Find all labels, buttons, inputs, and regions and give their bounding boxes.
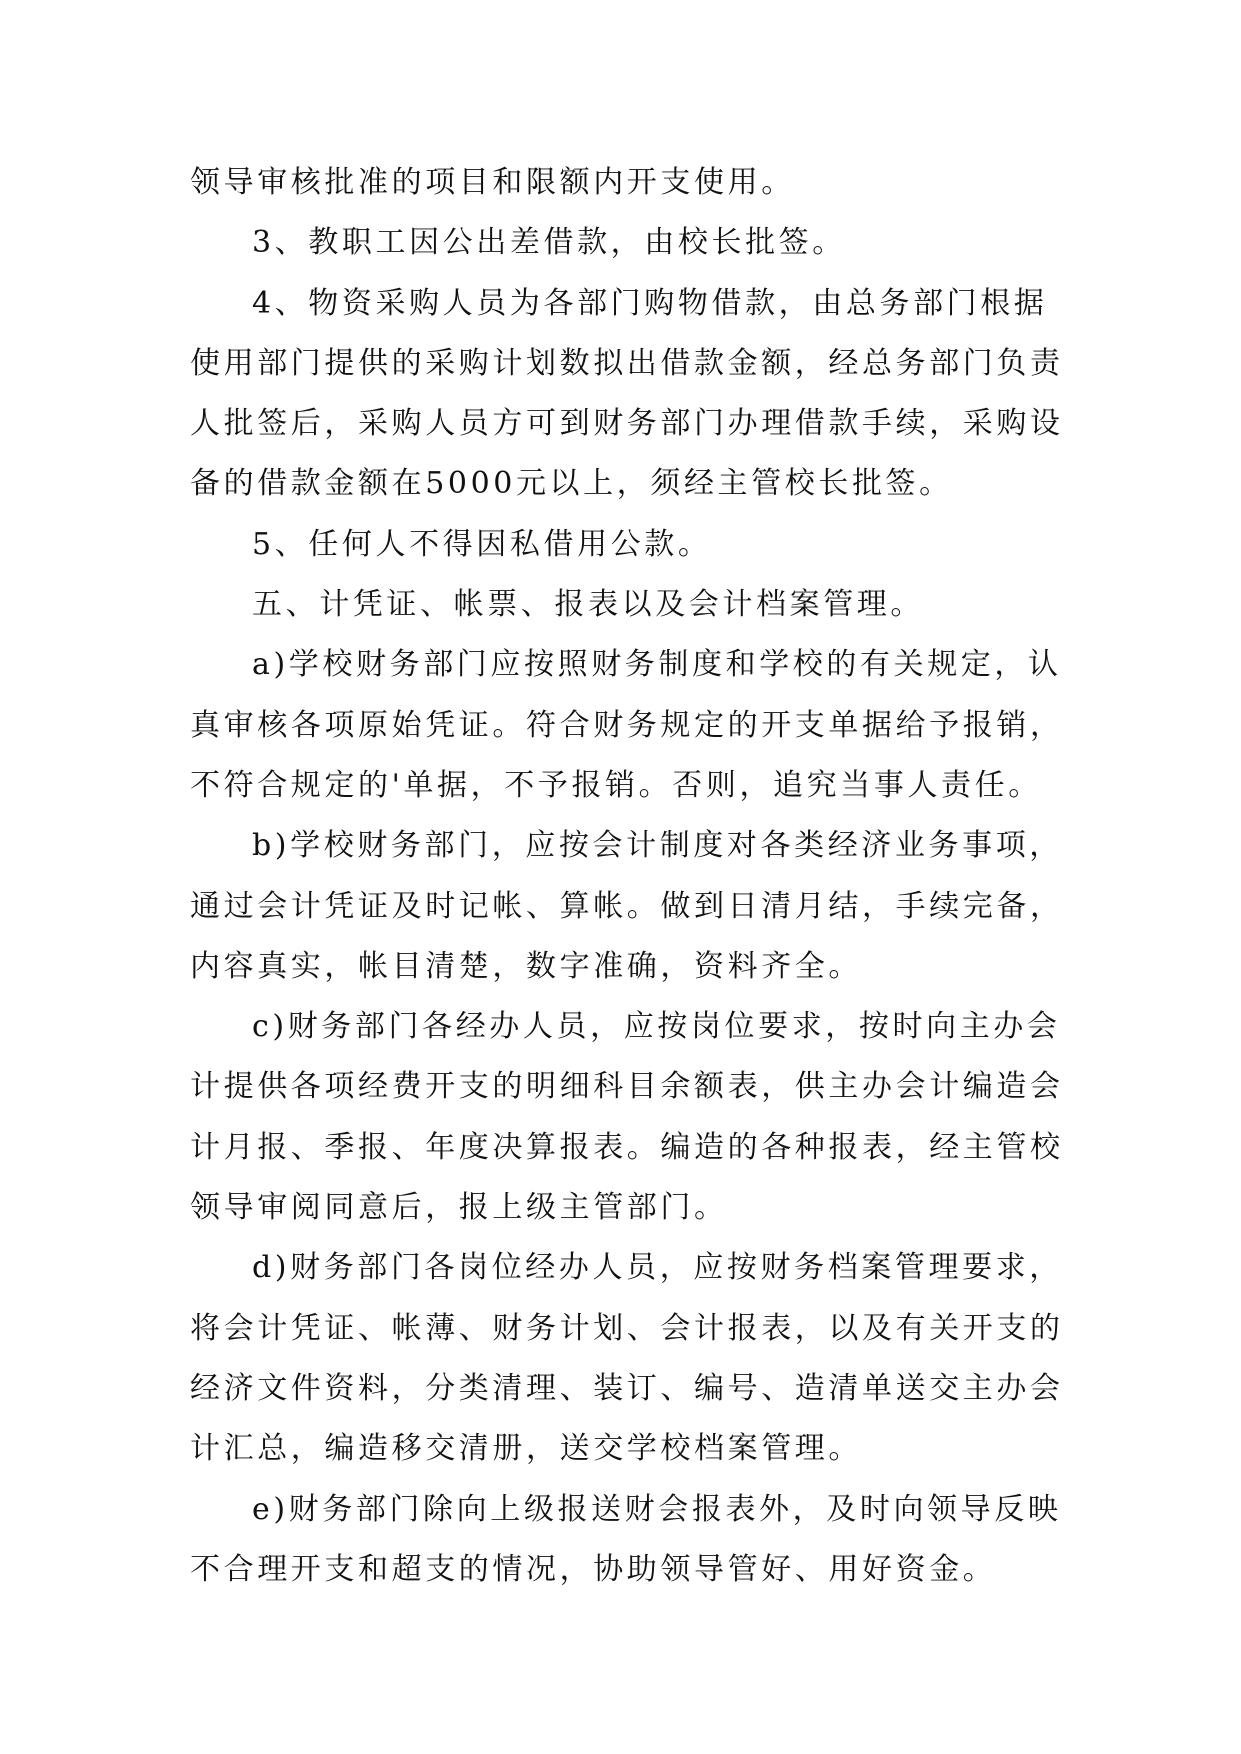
paragraph-item-c: c)财务部门各经办人员，应按岗位要求，按时向主办会计提供各项经费开支的明细科目余额表，供主办会计编造会计月报、季报、年度决算报表。编造的各种报表，经主管校领导审阅同意后，报上级主管部门。 [190,1009,1064,1226]
document-body [190,153,1070,1600]
section-heading-five: 五、计凭证、帐票、报表以及会计档案管理。 [252,587,924,623]
paragraph-item-d: d)财务部门各岗位经办人员，应按财务档案管理要求，将会计凭证、帐薄、财务计划、会计报表，以及有关开支的经济文件资料，分类清理、装订、编号、造清单送交主办会计汇总，编造移交清册，送交学校档案管理。 [190,1250,1064,1467]
paragraph-item-4: 4、物资采购人员为各部门购物借款，由总务部门根据使用部门提供的采购计划数拟出借款金额，经总务部门负责人批签后，采购人员方可到财务部门办理借款手续，采购设备的借款金额在5000元以上，须经主管校长批签。 [190,285,1064,502]
paragraph-item-3: 3、教职工因公出差借款，由校长批签。 [252,225,846,261]
paragraph-item-e: e)财务部门除向上级报送财会报表外，及时向领导反映不合理开支和超支的情况，协助领导管好、用好资金。 [190,1491,1062,1587]
paragraph-item-a: a)学校财务部门应按照财务制度和学校的有关规定，认真审核各项原始凭证。符合财务规定的开支单据给予报销，不符合规定的'单据，不予报销。否则，追究当事人责任。 [190,647,1064,803]
paragraph-item-5: 5、任何人不得因私借用公款。 [252,526,712,562]
paragraph-continuation: 领导审核批准的项目和限额内开支使用。 [190,165,795,200]
paragraph-item-b: b)学校财务部门，应按会计制度对各类经济业务事项，通过会计凭证及时记帐、算帐。做到日清月结，手续完备，内容真实，帐目清楚，数字准确，资料齐全。 [190,828,1064,984]
